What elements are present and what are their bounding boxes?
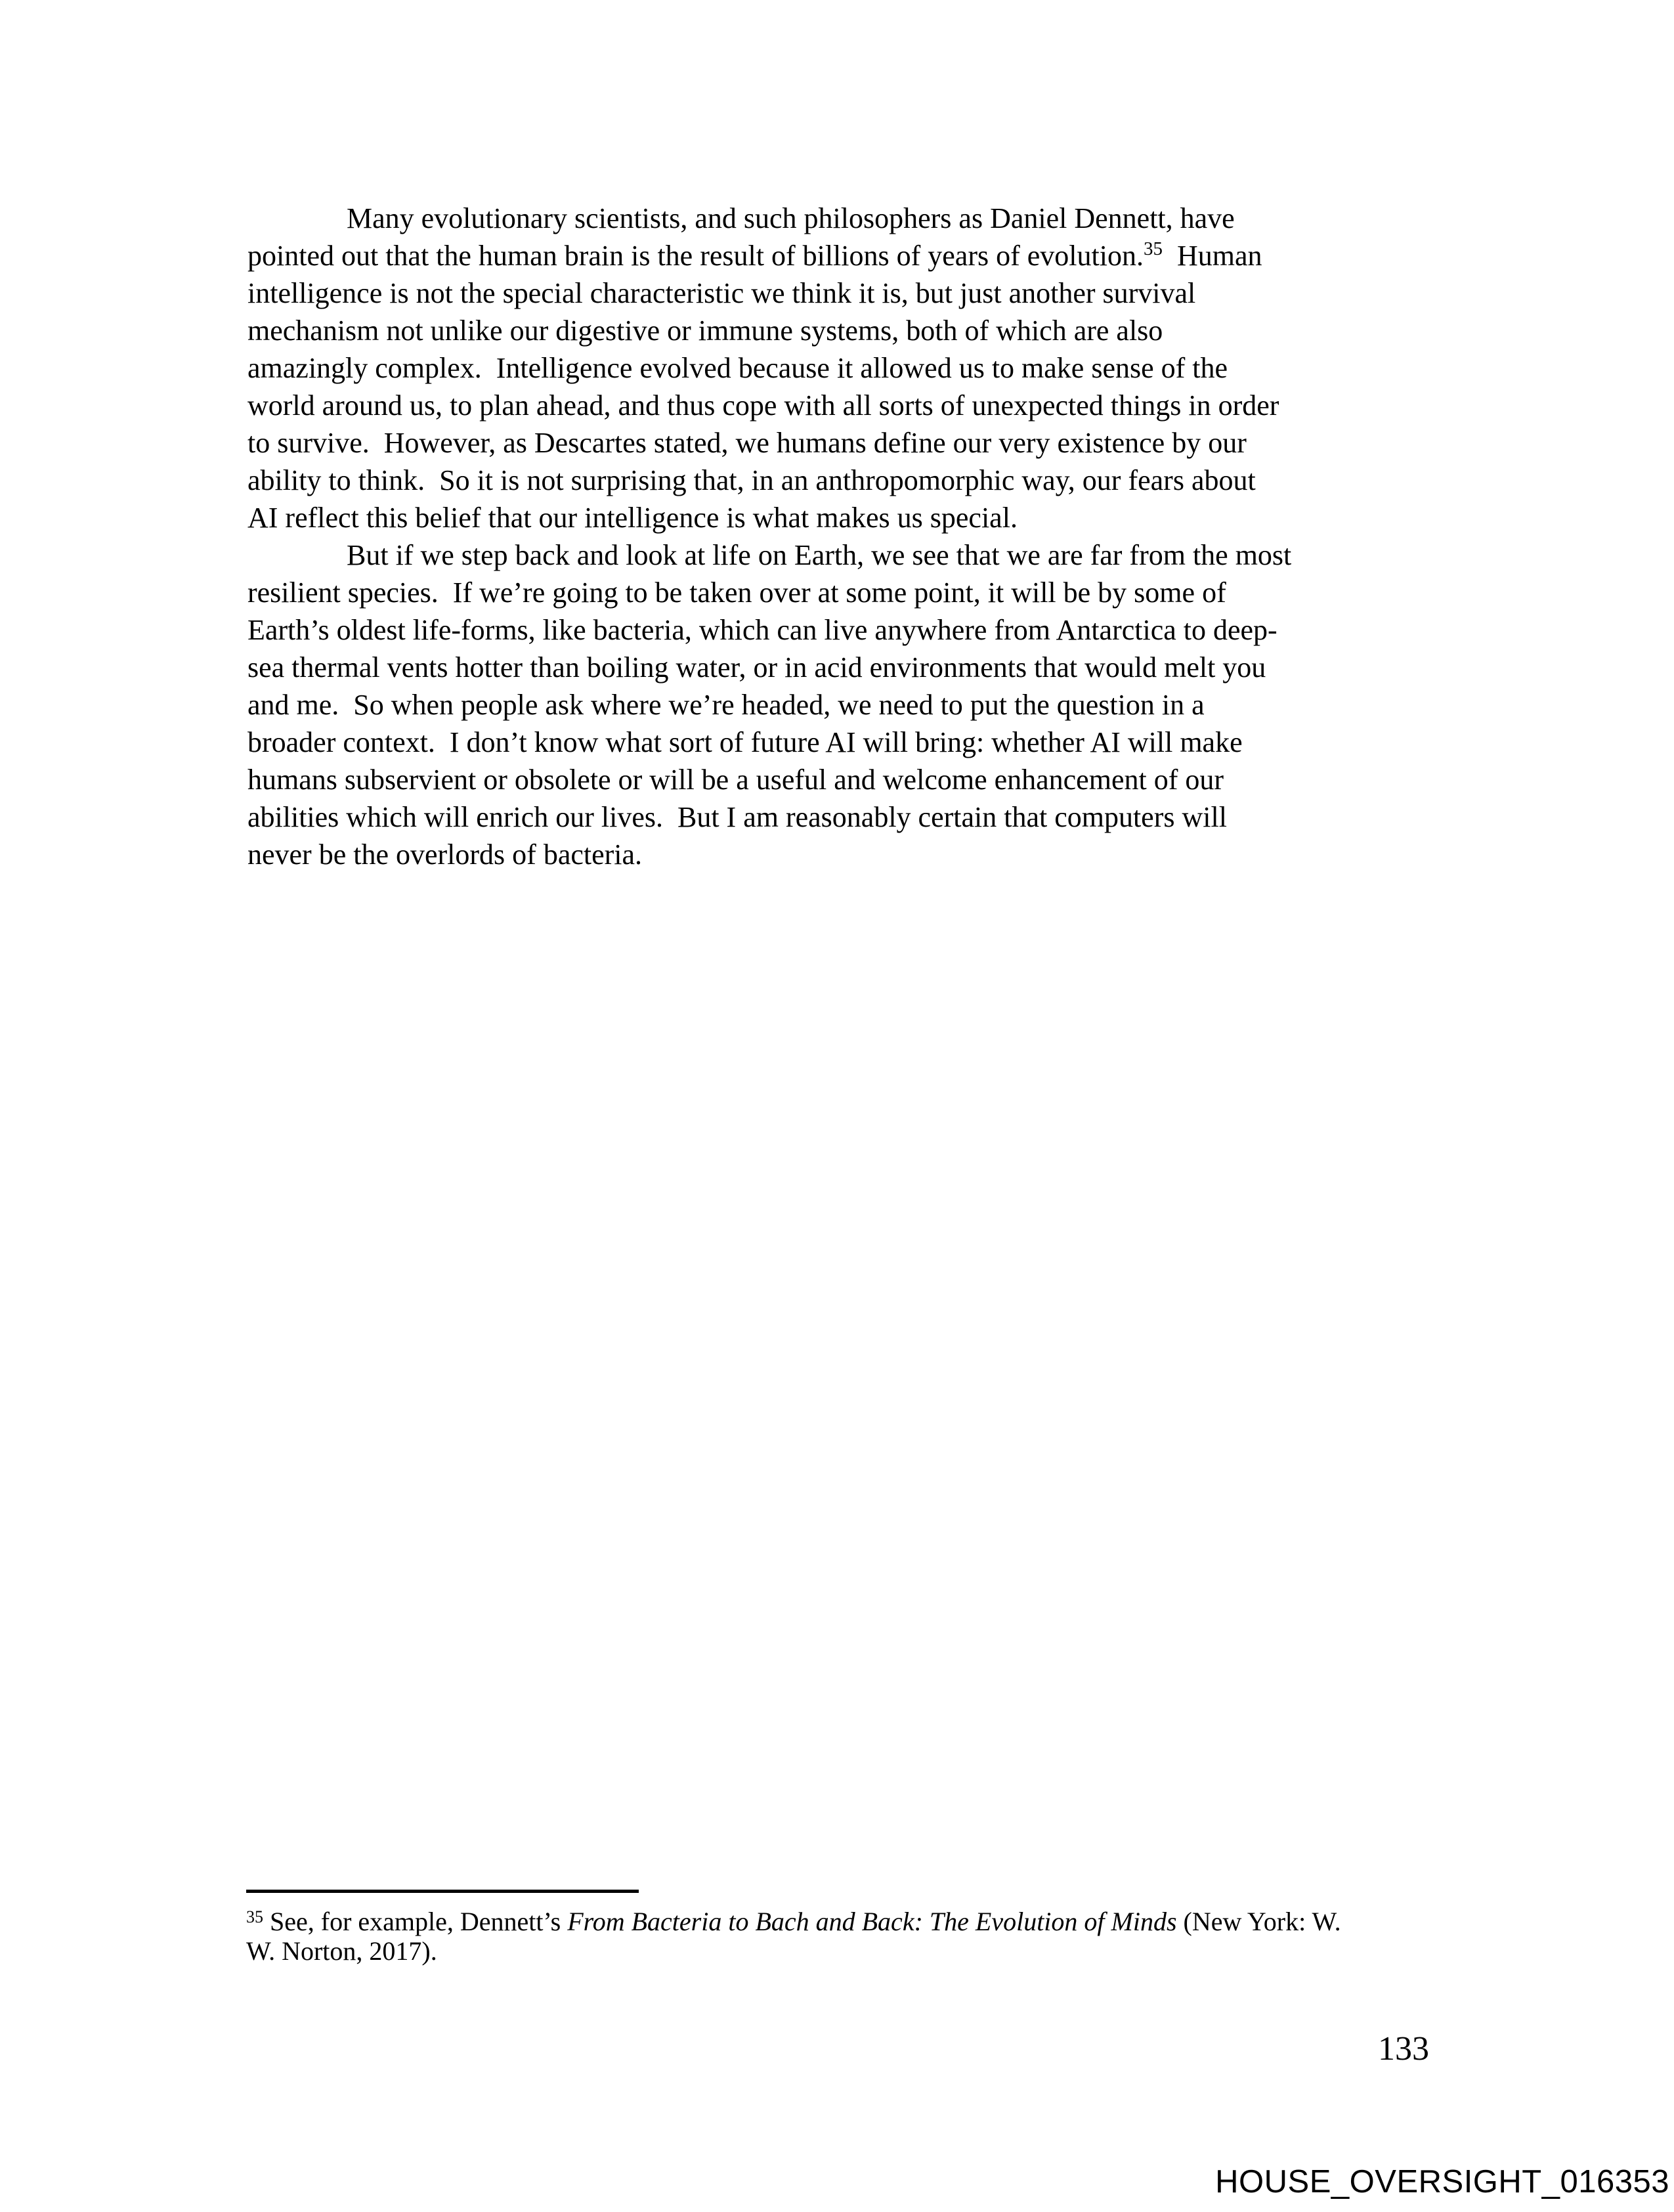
footnote-line (246, 1907, 1341, 1936)
footnote (246, 1907, 1341, 1966)
text-line: and me. So when people ask where we’re headed, we need to put the question in a (247, 689, 1205, 721)
text-line: But if we step back and look at life on Earth, we see that we are far from the most (347, 539, 1292, 571)
text-segment: pointed out that the human brain is the result of billions of years of evolution. (247, 240, 1144, 272)
text-line: intelligence is not the special characteristic we think it is, but just another survival (247, 277, 1196, 309)
text-line: mechanism not unlike our digestive or immune systems, both of which are also (247, 314, 1163, 347)
text-line: resilient species. If we’re going to be taken over at some point, it will be by some of (247, 576, 1226, 609)
text-line: Many evolutionary scientists, and such philosophers as Daniel Dennett, have (347, 202, 1235, 234)
footnote-line: W. Norton, 2017). (246, 1936, 437, 1966)
text-segment: See, for example, Dennett’s (263, 1907, 568, 1936)
text-segment: (New York: W. (1176, 1907, 1341, 1936)
text-line: abilities which will enrich our lives. But I am reasonably certain that computers will (247, 801, 1227, 833)
text-line: never be the overlords of bacteria. (247, 838, 643, 871)
text-line: sea thermal vents hotter than boiling water, or in acid environments that would melt you (247, 651, 1266, 683)
text-line: Earth’s oldest life-forms, like bacteria, which can live anywhere from Antarctica to deep- (247, 614, 1277, 646)
text-line: ability to think. So it is not surprising that, in an anthropomorphic way, our fears about (247, 464, 1256, 496)
text-line (247, 237, 1291, 274)
text-segment: Human (1162, 240, 1262, 272)
book-title: From Bacteria to Bach and Back: The Evolution of Minds (567, 1907, 1177, 1936)
text-line: broader context. I don’t know what sort of future AI will bring: whether AI will make (247, 726, 1243, 758)
text-line: AI reflect this belief that our intelligence is what makes us special. (247, 502, 1018, 534)
footnote-reference-35: 35 (1143, 238, 1163, 259)
page-number: 133 (1378, 2030, 1429, 2068)
text-line: humans subservient or obsolete or will be a useful and welcome enhancement of our (247, 764, 1224, 796)
footnote-separator (246, 1890, 639, 1893)
bates-number: HOUSE_OVERSIGHT_016353 (1215, 2164, 1669, 2200)
footnote-marker: 35 (246, 1907, 263, 1926)
text-line: amazingly complex. Intelligence evolved because it allowed us to make sense of the (247, 352, 1228, 384)
paragraph-1 (247, 200, 1291, 536)
body-text (247, 200, 1291, 873)
text-line: to survive. However, as Descartes stated, we humans define our very existence by our (247, 427, 1247, 459)
text-line: world around us, to plan ahead, and thus cope with all sorts of unexpected things in order (247, 389, 1279, 422)
paragraph-2 (247, 536, 1291, 873)
